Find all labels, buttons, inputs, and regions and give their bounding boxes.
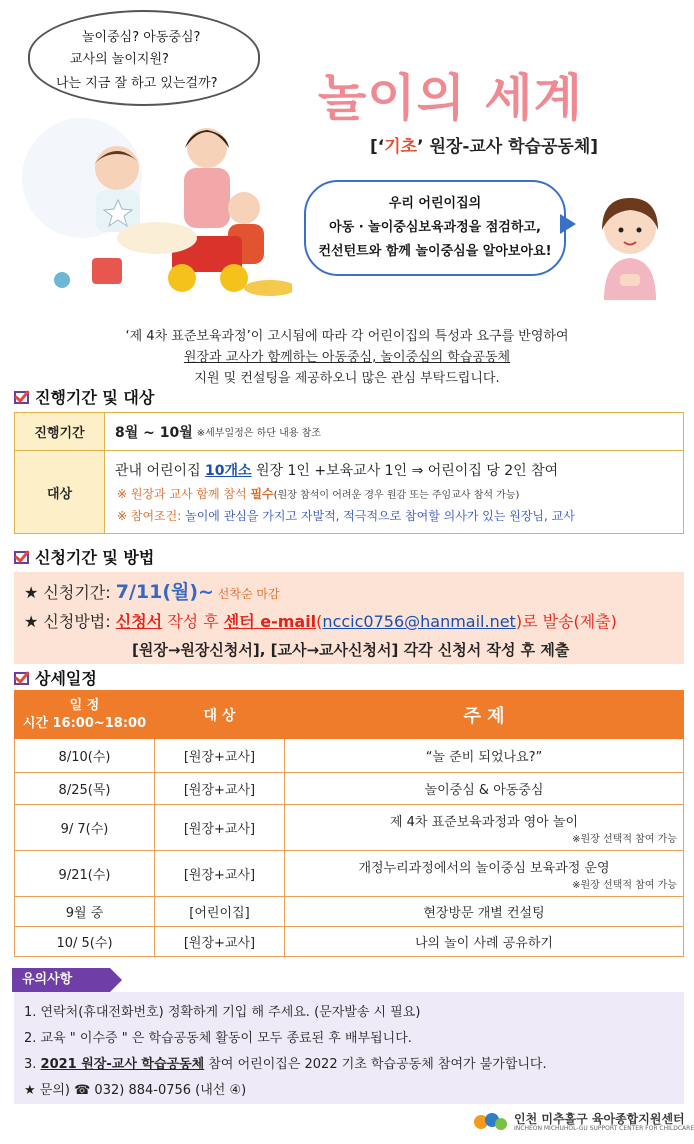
notice-item: 3. 2021 원장-교사 학습공동체 참여 어린이집은 2022 기초 학습공동체 참여가 불가합니다. [24, 1057, 547, 1072]
contact-line: ★ 문의) ☎ 032) 884-0756 (내선 ④) [24, 1083, 247, 1098]
center-name: 인천 미추홀구 육아종합지원센터 [514, 1112, 685, 1126]
row-target: [원장+교사] [155, 805, 285, 851]
notice-item: 1. 연락처(휴대전화번호) 정확하게 기입 해 주세요. (문자발송 시 필요) [24, 1005, 421, 1020]
row-topic: 개정누리과정에서의 놀이중심 보육과정 운영 ※원장 선택적 참여 가능 [285, 851, 684, 897]
application-form-link[interactable]: 신청서 [115, 612, 163, 631]
section-heading-apply: 신청기간 및 방법 [14, 545, 154, 568]
email-link[interactable]: nccic0756@hanmail.net [322, 612, 516, 631]
target-line: 관내 어린이집 10개소 원장 1인 +보육교사 1인 ⇒ 어린이집 당 2인 참여 [115, 463, 559, 479]
table-row [15, 773, 684, 805]
row-topic: 제 4차 표준보육과정과 영아 놀이 ※원장 선택적 참여 가능 [285, 805, 684, 851]
period-label: 진행기간 [15, 413, 105, 450]
row-note: ※원장 선택적 참여 가능 [572, 833, 677, 845]
checkbox-icon [14, 391, 29, 404]
row-topic: 놀이중심 & 아동중심 [285, 773, 684, 805]
notice-box [14, 992, 684, 1104]
speech-bubble [304, 180, 566, 276]
intro-text [0, 326, 694, 389]
target-note-required: ※ 원장과 교사 함께 참석 필수(원장 참석이 어려운 경우 원감 또는 주임교사 참석 가능) [117, 487, 520, 501]
apply-period-line: ★ 신청기간: 7/11(월)~ 선착순 마감 [24, 581, 280, 603]
intro-line: 지원 및 컨설팅을 제공하오니 많은 관심 부탁드립니다. [194, 371, 500, 386]
period-value: 8월 ~ 10월 [115, 424, 193, 441]
col-topic-header: 주 제 [285, 691, 684, 739]
row-target: [원장+교사] [155, 773, 285, 805]
period-table [14, 412, 684, 534]
schedule-table [14, 690, 684, 957]
table-row [15, 927, 684, 957]
apply-box [14, 572, 684, 664]
checkbox-icon [14, 551, 29, 564]
center-logo-icon [472, 1110, 508, 1134]
row-date: 9월 중 [15, 897, 155, 927]
bubble-line: 컨선턴트와 함께 놀이중심을 알아보아요! [318, 244, 552, 259]
notice-item: 2. 교육 " 이수증 " 은 학습공동체 활동이 모두 종료된 후 배부됩니다. [24, 1031, 412, 1046]
target-label: 대상 [15, 451, 105, 533]
row-date: 8/10(수) [15, 739, 155, 773]
children-playing-illustration [22, 108, 292, 308]
row-topic: “놀 준비 되었나요?” [285, 739, 684, 773]
hero-subtitle: [‘기초’ 원장-교사 학습공동체] [370, 137, 599, 157]
row-target: [원장+교사] [155, 927, 285, 957]
target-note-condition: ※ 참여조건: 놀이에 관심을 가지고 자발적, 적극적으로 참여할 의사가 있는 원장님, 교사 [117, 509, 575, 523]
section-heading-period: 진행기간 및 대상 [14, 385, 154, 408]
row-topic: 현장방문 개별 컨설팅 [285, 897, 684, 927]
table-row [15, 805, 684, 851]
cloud-line: 놀이중심? 아동중심? [82, 30, 201, 45]
period-row [15, 413, 683, 451]
section-heading-schedule: 상세일정 [14, 666, 97, 689]
footer [472, 1108, 694, 1136]
cloud-line: 교사의 놀이지원? [70, 52, 169, 67]
period-note: ※세부일정은 하단 내용 참조 [196, 428, 321, 439]
row-target: [원장+교사] [155, 851, 285, 897]
notice-tag: 유의사항 [12, 968, 110, 992]
row-target: [원장+교사] [155, 739, 285, 773]
row-date: 10/ 5(수) [15, 927, 155, 957]
col-date-header: 일 정 시간 16:00~18:00 [15, 691, 155, 739]
speech-bubble-tail [560, 214, 576, 234]
row-target: [어린이집] [155, 897, 285, 927]
row-date: 9/ 7(수) [15, 805, 155, 851]
bubble-line: 우리 어린이집의 [388, 196, 482, 211]
apply-form-line: [원장→원장신청서], [교사→교사신청서] 각각 신청서 작성 후 제출 [132, 641, 570, 659]
col-target-header: 대 상 [155, 691, 285, 739]
apply-method-line: ★ 신청방법: 신청서 작성 후 센터 e-mail(nccic0756@hanmail.net)로 발송(제출) [24, 612, 617, 631]
teacher-illustration [590, 190, 670, 300]
row-topic: 나의 놀이 사례 공유하기 [285, 927, 684, 957]
table-row [15, 739, 684, 773]
thought-cloud [28, 10, 260, 106]
bubble-line: 아동 · 놀이중심보육과정을 점검하고, [329, 220, 541, 235]
cloud-line: 나는 지금 잘 하고 있는걸까? [56, 76, 218, 91]
row-note: ※원장 선택적 참여 가능 [572, 879, 677, 891]
hero-title: 놀이의 세계 [318, 69, 583, 127]
row-date: 9/21(수) [15, 851, 155, 897]
table-row [15, 897, 684, 927]
schedule-header-row [15, 691, 684, 739]
row-date: 8/25(목) [15, 773, 155, 805]
intro-line: 원장과 교사가 함께하는 아동중심, 놀이중심의 학습공동체 [183, 350, 511, 365]
intro-line: ‘제 4차 표준보육과정’이 고시됨에 따라 각 어린이집의 특성과 요구를 반영하여 [125, 329, 569, 344]
center-name-english: INCHEON MICHUHOL-GU SUPPORT CENTER FOR CHILDCARE [514, 1125, 694, 1132]
target-row [15, 451, 683, 533]
checkbox-icon [14, 672, 29, 685]
table-row [15, 851, 684, 897]
